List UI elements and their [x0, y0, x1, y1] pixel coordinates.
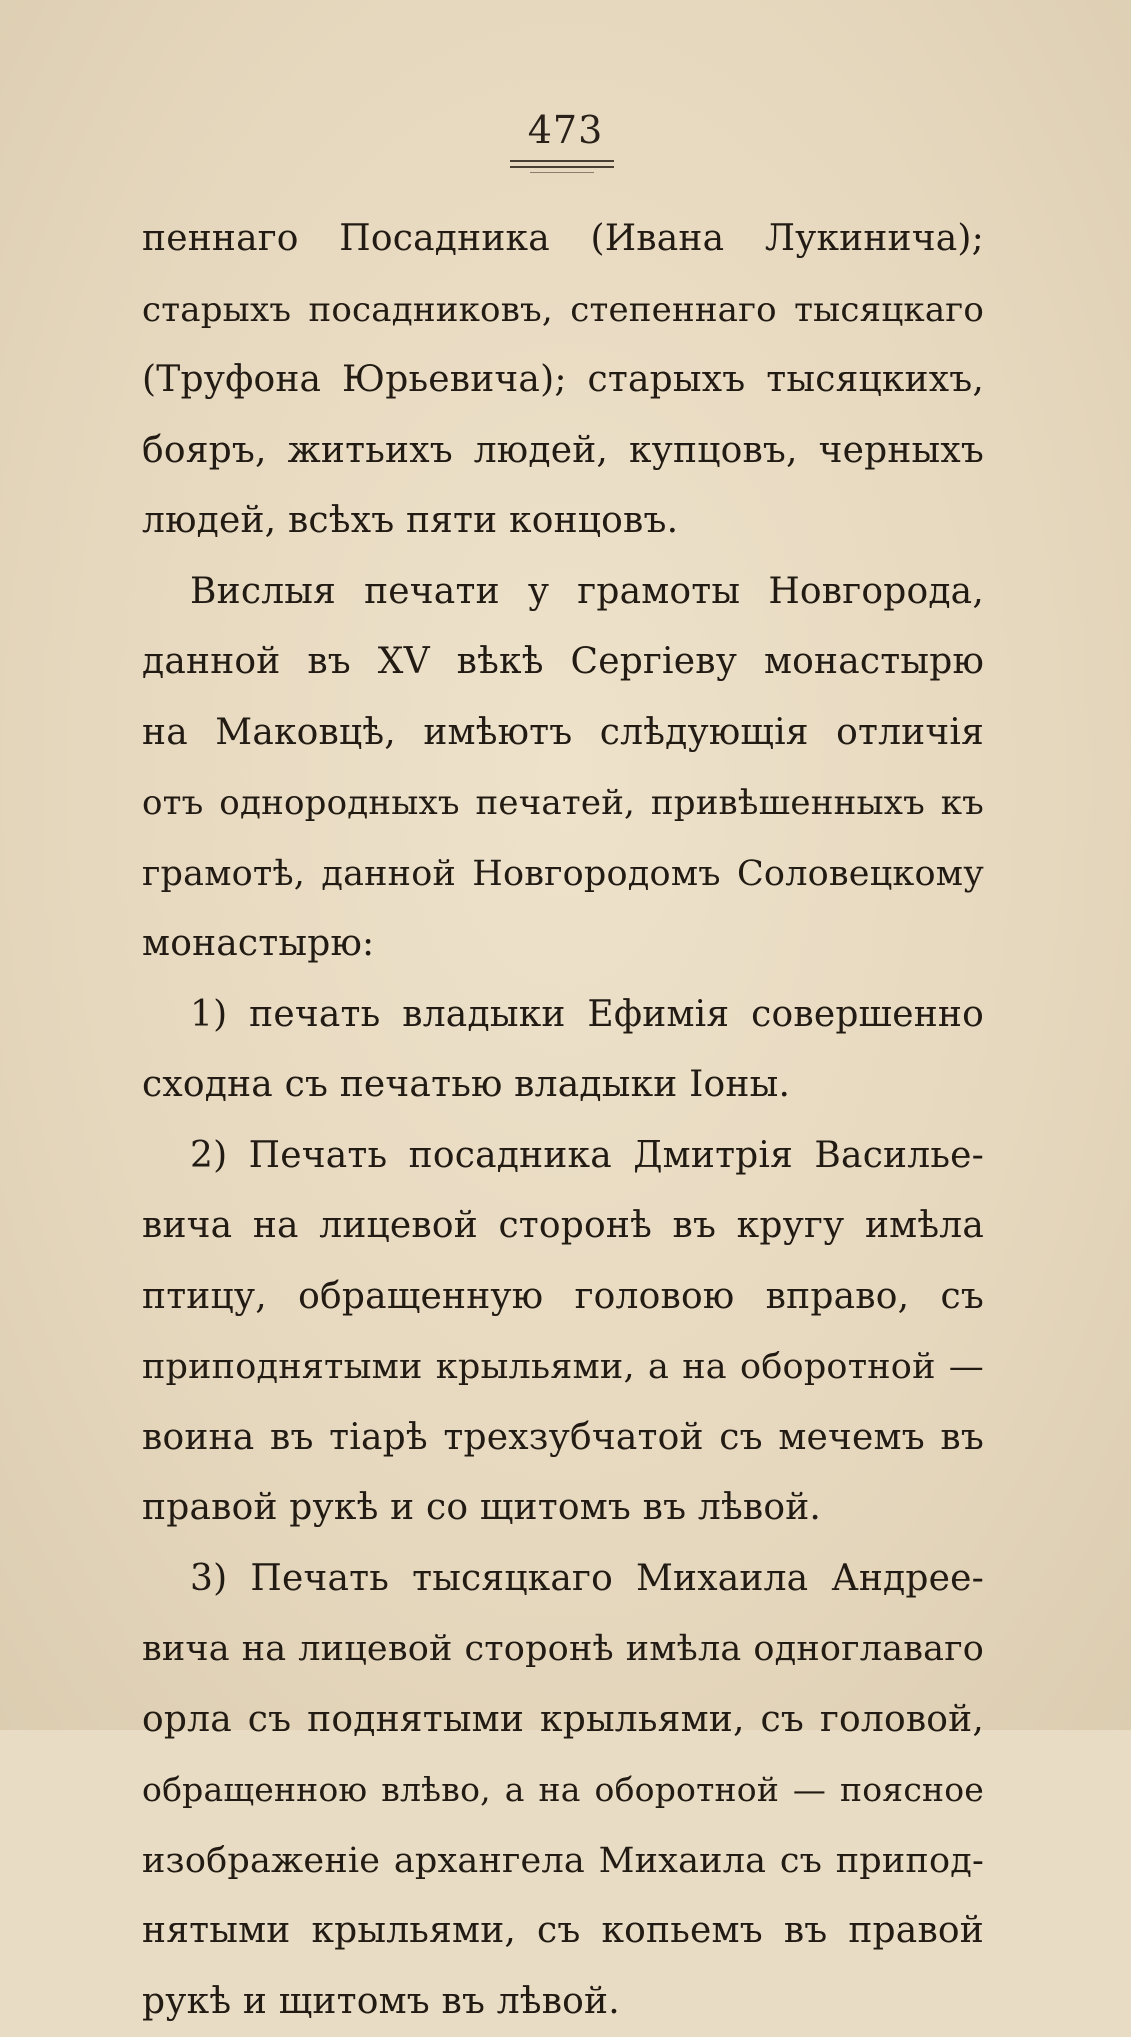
text-line: нятыми крыльями, съ копьемъ въ правой	[142, 1896, 984, 1967]
text-line: бояръ, житьихъ людей, купцовъ, черныхъ	[142, 416, 984, 487]
text-line: обращенною влѣво, а на оборотной — поясное	[142, 1755, 984, 1826]
text-line: птицу, обращенную головою вправо, съ	[142, 1262, 984, 1333]
text-line: рукѣ и щитомъ въ лѣвой.	[142, 1967, 984, 2037]
body-text	[142, 204, 984, 2037]
text-line: вича на лицевой сторонѣ въ кругу имѣла	[142, 1191, 984, 1262]
text-line: сходна съ печатью владыки Іоны.	[142, 1050, 984, 1121]
text-line: на Маковцѣ, имѣютъ слѣдующія отличія	[142, 698, 984, 769]
text-line: правой рукѣ и со щитомъ въ лѣвой.	[142, 1473, 984, 1544]
text-line: отъ однородныхъ печатей, привѣшенныхъ къ	[142, 768, 984, 839]
text-line: монастырю:	[142, 909, 984, 980]
text-line: приподнятыми крыльями, а на оборотной —	[142, 1332, 984, 1403]
header-rule	[530, 172, 594, 173]
text-line: данной въ XV вѣкѣ Сергіеву монастырю	[142, 627, 984, 698]
text-line: Вислыя печати у грамоты Новгорода,	[142, 557, 984, 628]
text-line: старыхъ посадниковъ, степеннаго тысяцкаго	[142, 275, 984, 346]
text-line: людей, всѣхъ пяти концовъ.	[142, 486, 984, 557]
text-line: 2) Печать посадника Дмитрія Василье-	[142, 1121, 984, 1192]
text-line: 3) Печать тысяцкаго Михаила Андрее-	[142, 1544, 984, 1615]
text-line: изображеніе архангела Михаила съ припод-	[142, 1826, 984, 1897]
page-number: 473	[0, 108, 1131, 152]
text-line: воина въ тіарѣ трехзубчатой съ мечемъ въ	[142, 1403, 984, 1474]
text-line: орла съ поднятыми крыльями, съ головой,	[142, 1685, 984, 1756]
text-line: грамотѣ, данной Новгородомъ Соловецкому	[142, 839, 984, 910]
text-line: (Труфона Юрьевича); старыхъ тысяцкихъ,	[142, 345, 984, 416]
header-rule	[510, 166, 614, 168]
text-line: 1) печать владыки Ефимія совершенно	[142, 980, 984, 1051]
text-line: вича на лицевой сторонѣ имѣла одноглаваго	[142, 1614, 984, 1685]
header-rule	[510, 160, 614, 162]
text-line: пеннаго Посадника (Ивана Лукинича);	[142, 204, 984, 275]
